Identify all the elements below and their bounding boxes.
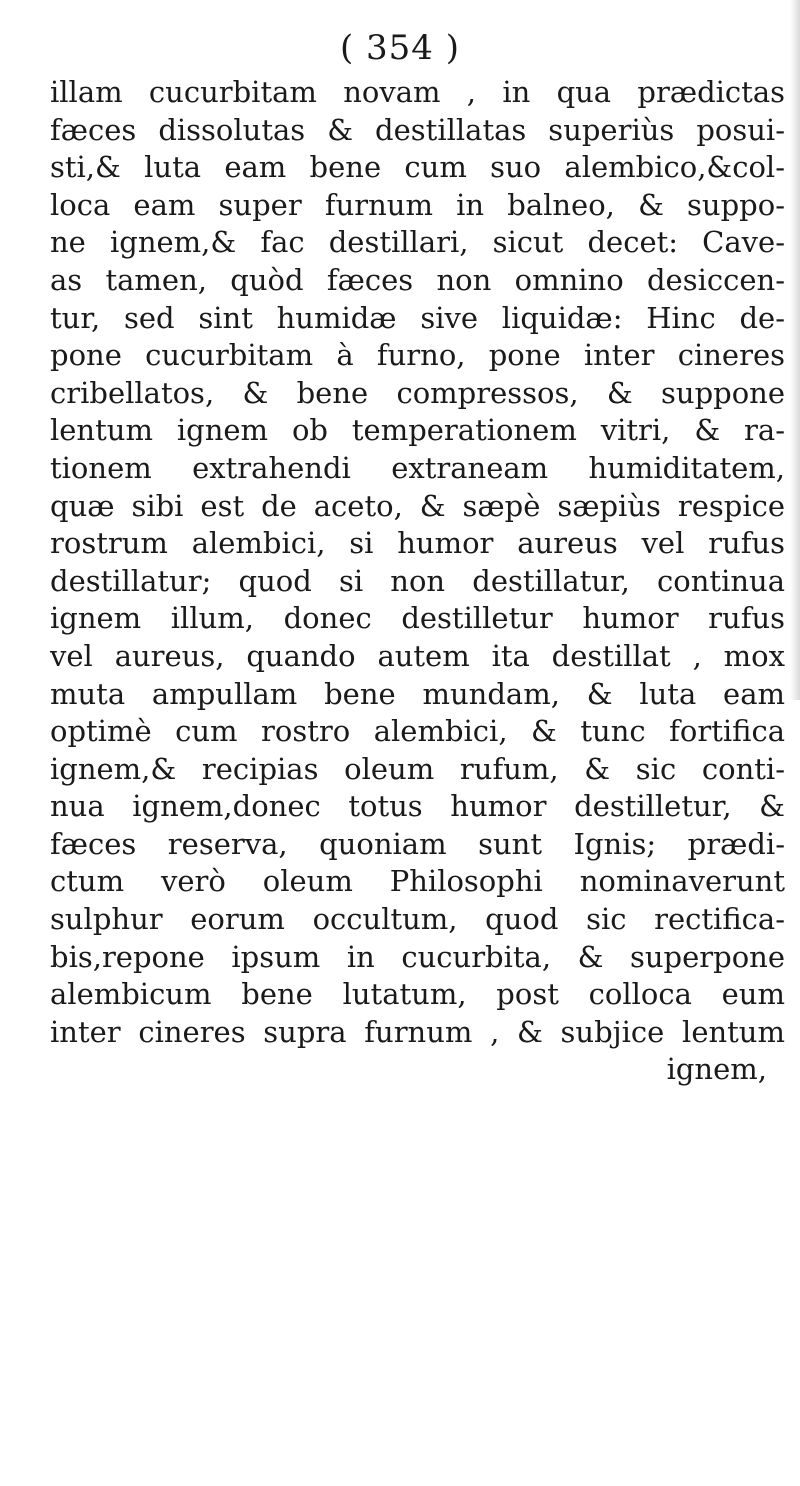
text-line: as tamen, quòd fæces non omnino desiccen- bbox=[50, 262, 785, 297]
text-line: ne ignem,& fac destillari, sicut decet: Cave- bbox=[50, 225, 785, 260]
page-edge-shadow bbox=[790, 0, 800, 700]
text-line: loca eam super furnum in balneo, & suppo- bbox=[50, 187, 785, 222]
text-line: lentum ignem ob temperationem vitri, & ra- bbox=[50, 413, 785, 448]
text-line: ignem, bbox=[666, 1052, 767, 1087]
text-line: pone cucurbitam à furno, pone inter cineres bbox=[50, 338, 785, 373]
text-line: ignem illum, donec destilletur humor rufus bbox=[50, 601, 785, 636]
text-line: ctum verò oleum Philosophi nominaverunt bbox=[50, 864, 785, 899]
text-line: vel aureus, quando autem ita destillat , mox bbox=[50, 638, 785, 673]
text-line: cribellatos, & bene compressos, & suppone bbox=[50, 375, 785, 410]
text-line: rostrum alembici, si humor aureus vel rufus bbox=[50, 526, 785, 561]
text-line: tur, sed sint humidæ sive liquidæ: Hinc de- bbox=[50, 300, 785, 335]
text-line: tionem extrahendi extraneam humiditatem, bbox=[50, 450, 785, 485]
text-line: destillatur; quod si non destillatur, continua bbox=[50, 563, 785, 598]
body-text bbox=[50, 74, 785, 1089]
text-line: inter cineres supra furnum , & subjice lentum bbox=[50, 1014, 785, 1049]
text-line: ignem,& recipias oleum rufum, & sic conti- bbox=[50, 751, 785, 786]
text-line: optimè cum rostro alembici, & tunc fortifica bbox=[50, 714, 785, 749]
text-line: sulphur eorum occultum, quod sic rectifica- bbox=[50, 902, 785, 937]
text-line: nua ignem,donec totus humor destilletur, & bbox=[50, 789, 785, 824]
text-line: muta ampullam bene mundam, & luta eam bbox=[50, 676, 785, 711]
text-line: quæ sibi est de aceto, & sæpè sæpiùs respice bbox=[50, 488, 785, 523]
page-number: ( 354 ) bbox=[339, 28, 461, 68]
text-line: fæces reserva, quoniam sunt Ignis; prædi- bbox=[50, 826, 785, 861]
text-line: fæces dissolutas & destillatas superiùs posui- bbox=[50, 112, 785, 147]
text-line: bis,repone ipsum in cucurbita, & superpone bbox=[50, 939, 785, 974]
text-line: sti,& luta eam bene cum suo alembico,&col- bbox=[50, 150, 785, 185]
text-line: illam cucurbitam novam , in qua prædictas bbox=[50, 75, 785, 109]
text-line: alembicum bene lutatum, post colloca eum bbox=[50, 977, 785, 1012]
